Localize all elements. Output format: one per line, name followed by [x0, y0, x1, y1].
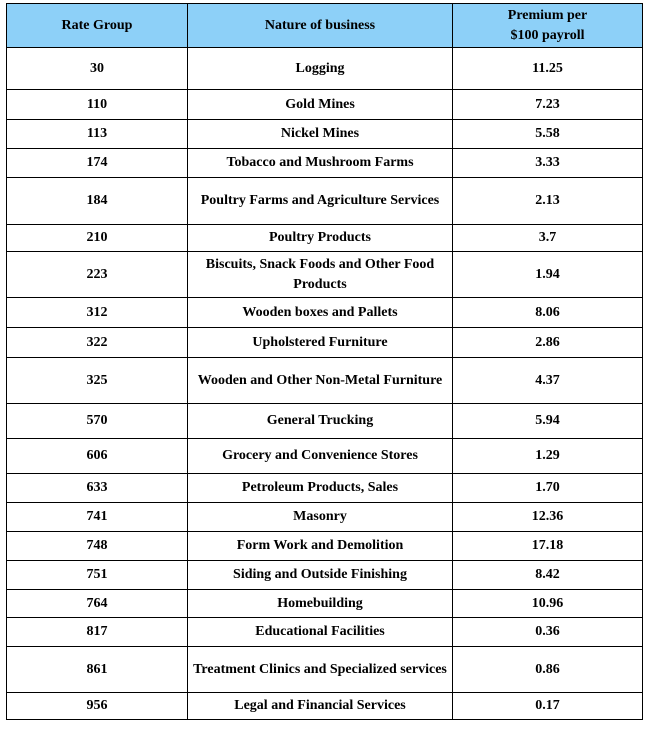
table-row — [7, 298, 643, 328]
nature-of-business-cell: Poultry Farms and Agriculture Services — [188, 178, 453, 225]
table-body — [7, 48, 643, 720]
table-row — [7, 618, 643, 647]
rate-group-cell: 741 — [7, 503, 188, 532]
table-row — [7, 474, 643, 503]
nature-of-business-cell: Legal and Financial Services — [188, 693, 453, 720]
premium-cell: 8.06 — [453, 298, 643, 328]
rate-group-cell: 956 — [7, 693, 188, 720]
table-row — [7, 90, 643, 120]
nature-of-business-cell: Petroleum Products, Sales — [188, 474, 453, 503]
nature-of-business-cell: Nickel Mines — [188, 120, 453, 149]
rate-group-cell: 751 — [7, 561, 188, 590]
premium-cell: 5.94 — [453, 404, 643, 439]
premium-cell: 7.23 — [453, 90, 643, 120]
table-row — [7, 590, 643, 618]
table-header-row — [7, 4, 643, 48]
rate-group-cell: 325 — [7, 358, 188, 404]
nature-of-business-cell: Masonry — [188, 503, 453, 532]
premium-cell: 0.86 — [453, 647, 643, 693]
rate-group-cell: 764 — [7, 590, 188, 618]
rate-group-cell: 210 — [7, 225, 188, 252]
nature-of-business-cell: Tobacco and Mushroom Farms — [188, 149, 453, 178]
table-row — [7, 252, 643, 298]
premium-rates-table — [6, 3, 643, 720]
table-row — [7, 561, 643, 590]
premium-cell: 1.94 — [453, 252, 643, 298]
rate-group-cell: 633 — [7, 474, 188, 503]
premium-cell: 2.13 — [453, 178, 643, 225]
premium-cell: 0.36 — [453, 618, 643, 647]
rate-group-cell: 861 — [7, 647, 188, 693]
nature-of-business-cell: Grocery and Convenience Stores — [188, 439, 453, 474]
premium-cell: 2.86 — [453, 328, 643, 358]
nature-of-business-cell: Wooden boxes and Pallets — [188, 298, 453, 328]
table-row — [7, 48, 643, 90]
nature-of-business-cell: Treatment Clinics and Specialized services — [188, 647, 453, 693]
rate-group-cell: 606 — [7, 439, 188, 474]
rate-group-cell: 174 — [7, 149, 188, 178]
rate-group-cell: 817 — [7, 618, 188, 647]
nature-of-business-cell: Upholstered Furniture — [188, 328, 453, 358]
table-row — [7, 178, 643, 225]
table-row — [7, 225, 643, 252]
premium-cell: 10.96 — [453, 590, 643, 618]
table-row — [7, 532, 643, 561]
rate-group-cell: 113 — [7, 120, 188, 149]
rate-group-cell: 223 — [7, 252, 188, 298]
table-row — [7, 358, 643, 404]
nature-of-business-cell: Wooden and Other Non-Metal Furniture — [188, 358, 453, 404]
rate-group-cell: 30 — [7, 48, 188, 90]
nature-of-business-cell: Homebuilding — [188, 590, 453, 618]
premium-cell: 12.36 — [453, 503, 643, 532]
rate-group-cell: 184 — [7, 178, 188, 225]
rate-group-cell: 748 — [7, 532, 188, 561]
table-row — [7, 149, 643, 178]
nature-of-business-cell: General Trucking — [188, 404, 453, 439]
nature-of-business-cell: Gold Mines — [188, 90, 453, 120]
premium-cell: 11.25 — [453, 48, 643, 90]
table-row — [7, 693, 643, 720]
premium-cell: 3.33 — [453, 149, 643, 178]
premium-cell: 1.70 — [453, 474, 643, 503]
premium-cell: 4.37 — [453, 358, 643, 404]
premium-cell: 5.58 — [453, 120, 643, 149]
table-row — [7, 404, 643, 439]
rate-group-cell: 312 — [7, 298, 188, 328]
table-row — [7, 120, 643, 149]
rate-group-cell: 110 — [7, 90, 188, 120]
nature-of-business-cell: Poultry Products — [188, 225, 453, 252]
premium-cell: 3.7 — [453, 225, 643, 252]
header-nature-of-business: Nature of business — [188, 4, 453, 48]
nature-of-business-cell: Educational Facilities — [188, 618, 453, 647]
header-premium-line1: Premium per — [507, 7, 588, 23]
nature-of-business-cell: Form Work and Demolition — [188, 532, 453, 561]
table-row — [7, 503, 643, 532]
premium-cell: 1.29 — [453, 439, 643, 474]
table-row — [7, 439, 643, 474]
table-row — [7, 328, 643, 358]
nature-of-business-cell: Biscuits, Snack Foods and Other Food Products — [188, 252, 453, 298]
rate-group-cell: 322 — [7, 328, 188, 358]
header-premium-line2: $100 payroll — [510, 27, 585, 43]
table-row — [7, 647, 643, 693]
nature-of-business-cell: Logging — [188, 48, 453, 90]
premium-cell: 17.18 — [453, 532, 643, 561]
premium-cell: 8.42 — [453, 561, 643, 590]
header-rate-group: Rate Group — [7, 4, 188, 48]
nature-of-business-cell: Siding and Outside Finishing — [188, 561, 453, 590]
header-premium — [453, 4, 643, 48]
rate-group-cell: 570 — [7, 404, 188, 439]
premium-cell: 0.17 — [453, 693, 643, 720]
